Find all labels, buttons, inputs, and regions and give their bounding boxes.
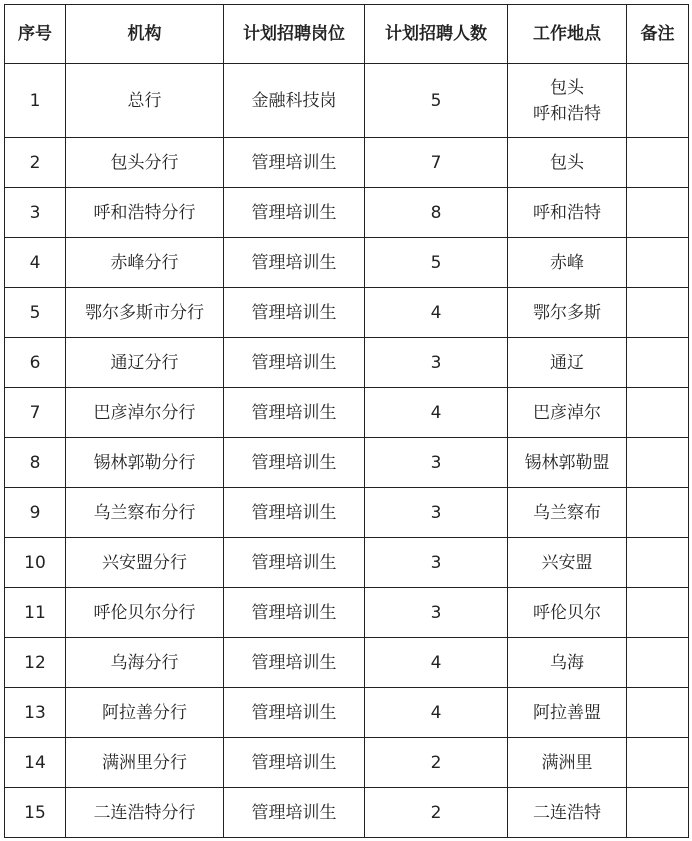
cell-position: 管理培训生 <box>224 388 365 438</box>
table-row <box>5 538 689 588</box>
cell-position: 管理培训生 <box>224 738 365 788</box>
cell-position: 管理培训生 <box>224 488 365 538</box>
cell-position: 管理培训生 <box>224 188 365 238</box>
cell-index: 7 <box>5 388 66 438</box>
cell-index: 15 <box>5 788 66 838</box>
table-row <box>5 738 689 788</box>
header-index: 序号 <box>5 5 66 64</box>
cell-institution: 乌海分行 <box>66 638 224 688</box>
cell-position: 管理培训生 <box>224 338 365 388</box>
cell-location: 鄂尔多斯 <box>508 288 627 338</box>
cell-count: 3 <box>365 488 508 538</box>
table-row <box>5 288 689 338</box>
table-row <box>5 788 689 838</box>
cell-remark <box>627 738 689 788</box>
cell-institution: 通辽分行 <box>66 338 224 388</box>
cell-remark <box>627 588 689 638</box>
header-location: 工作地点 <box>508 5 627 64</box>
cell-index: 4 <box>5 238 66 288</box>
header-remark: 备注 <box>627 5 689 64</box>
cell-index: 2 <box>5 138 66 188</box>
cell-institution: 阿拉善分行 <box>66 688 224 738</box>
cell-remark <box>627 288 689 338</box>
cell-location: 乌兰察布 <box>508 488 627 538</box>
header-position: 计划招聘岗位 <box>224 5 365 64</box>
cell-index: 8 <box>5 438 66 488</box>
cell-location: 赤峰 <box>508 238 627 288</box>
cell-position: 管理培训生 <box>224 788 365 838</box>
cell-remark <box>627 238 689 288</box>
cell-remark <box>627 438 689 488</box>
cell-position: 管理培训生 <box>224 438 365 488</box>
cell-count: 5 <box>365 64 508 138</box>
table-row <box>5 438 689 488</box>
location-line: 呼和浩特 <box>533 103 601 124</box>
cell-location: 满洲里 <box>508 738 627 788</box>
cell-institution: 锡林郭勒分行 <box>66 438 224 488</box>
cell-location: 巴彦淖尔 <box>508 388 627 438</box>
table-row <box>5 488 689 538</box>
cell-location: 兴安盟 <box>508 538 627 588</box>
cell-index: 5 <box>5 288 66 338</box>
cell-location: 通辽 <box>508 338 627 388</box>
cell-index: 1 <box>5 64 66 138</box>
cell-institution: 巴彦淖尔分行 <box>66 388 224 438</box>
cell-institution: 满洲里分行 <box>66 738 224 788</box>
recruitment-table <box>4 4 689 838</box>
cell-remark <box>627 538 689 588</box>
cell-institution: 呼和浩特分行 <box>66 188 224 238</box>
cell-count: 8 <box>365 188 508 238</box>
cell-remark <box>627 138 689 188</box>
cell-remark <box>627 788 689 838</box>
cell-remark <box>627 688 689 738</box>
cell-count: 3 <box>365 338 508 388</box>
cell-index: 10 <box>5 538 66 588</box>
cell-institution: 总行 <box>66 64 224 138</box>
cell-count: 7 <box>365 138 508 188</box>
cell-count: 3 <box>365 438 508 488</box>
cell-institution: 包头分行 <box>66 138 224 188</box>
cell-location: 乌海 <box>508 638 627 688</box>
cell-institution: 呼伦贝尔分行 <box>66 588 224 638</box>
cell-index: 6 <box>5 338 66 388</box>
cell-position: 管理培训生 <box>224 138 365 188</box>
cell-location: 二连浩特 <box>508 788 627 838</box>
cell-position: 管理培训生 <box>224 588 365 638</box>
cell-count: 3 <box>365 538 508 588</box>
table-row <box>5 688 689 738</box>
table-row <box>5 138 689 188</box>
location-line: 包头 <box>550 77 584 98</box>
cell-position: 金融科技岗 <box>224 64 365 138</box>
cell-count: 4 <box>365 638 508 688</box>
cell-index: 11 <box>5 588 66 638</box>
cell-remark <box>627 488 689 538</box>
cell-index: 14 <box>5 738 66 788</box>
cell-location: 呼和浩特 <box>508 188 627 238</box>
cell-institution: 兴安盟分行 <box>66 538 224 588</box>
cell-count: 2 <box>365 738 508 788</box>
cell-position: 管理培训生 <box>224 638 365 688</box>
cell-location: 呼伦贝尔 <box>508 588 627 638</box>
cell-count: 4 <box>365 388 508 438</box>
table-row <box>5 588 689 638</box>
cell-index: 12 <box>5 638 66 688</box>
cell-remark <box>627 338 689 388</box>
cell-institution: 二连浩特分行 <box>66 788 224 838</box>
cell-index: 13 <box>5 688 66 738</box>
cell-count: 4 <box>365 288 508 338</box>
cell-count: 5 <box>365 238 508 288</box>
cell-remark <box>627 64 689 138</box>
cell-remark <box>627 638 689 688</box>
cell-location <box>508 64 627 138</box>
table-row <box>5 188 689 238</box>
cell-position: 管理培训生 <box>224 238 365 288</box>
cell-location: 锡林郭勒盟 <box>508 438 627 488</box>
cell-count: 3 <box>365 588 508 638</box>
cell-location: 包头 <box>508 138 627 188</box>
cell-institution: 鄂尔多斯市分行 <box>66 288 224 338</box>
header-count: 计划招聘人数 <box>365 5 508 64</box>
table-row <box>5 238 689 288</box>
cell-index: 9 <box>5 488 66 538</box>
cell-position: 管理培训生 <box>224 688 365 738</box>
cell-count: 4 <box>365 688 508 738</box>
cell-count: 2 <box>365 788 508 838</box>
cell-index: 3 <box>5 188 66 238</box>
table-row <box>5 338 689 388</box>
table-row <box>5 64 689 138</box>
cell-institution: 赤峰分行 <box>66 238 224 288</box>
cell-position: 管理培训生 <box>224 538 365 588</box>
header-institution: 机构 <box>66 5 224 64</box>
cell-remark <box>627 388 689 438</box>
cell-location: 阿拉善盟 <box>508 688 627 738</box>
cell-position: 管理培训生 <box>224 288 365 338</box>
table-header-row <box>5 5 689 64</box>
cell-remark <box>627 188 689 238</box>
table-row <box>5 638 689 688</box>
table-row <box>5 388 689 438</box>
cell-institution: 乌兰察布分行 <box>66 488 224 538</box>
